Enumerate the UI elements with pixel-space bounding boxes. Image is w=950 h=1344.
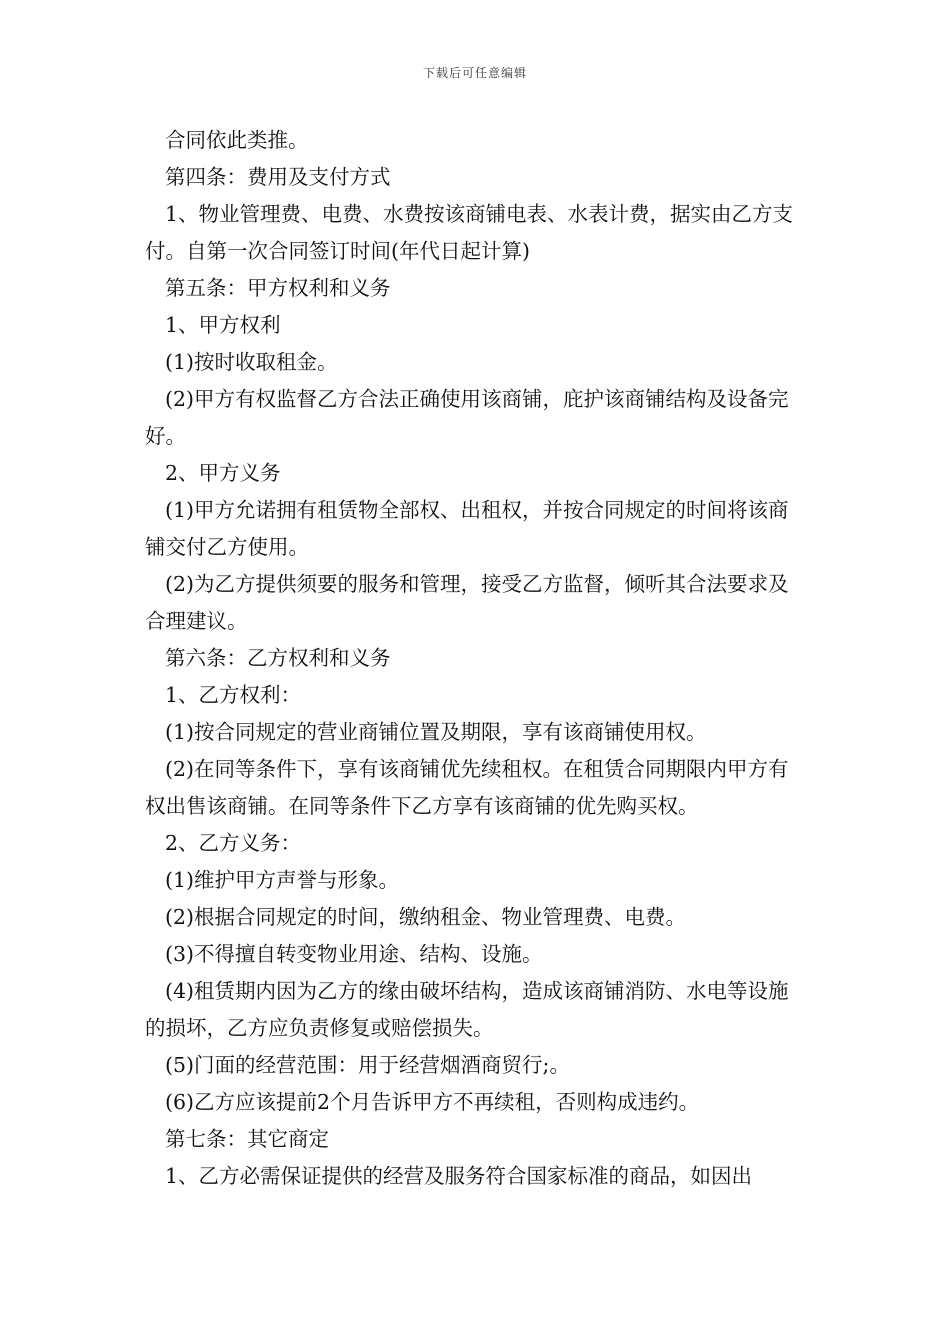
- list-item: (4)租赁期内因为乙方的缘由破坏结构，造成该商铺消防、水电等设施的损坏，乙方应负责修复或赔偿损失。: [145, 979, 789, 1040]
- list-item: (2)根据合同规定的时间，缴纳租金、物业管理费、电费。: [165, 905, 687, 929]
- list-item: (2)为乙方提供须要的服务和管理，接受乙方监督，倾听其合法要求及合理建议。: [145, 572, 789, 633]
- paragraph: 1、物业管理费、电费、水费按该商铺电表、水表计费，据实由乙方支付。自第一次合同签订时间(年代日起计算): [145, 202, 794, 263]
- list-item: (1)按合同规定的营业商铺位置及期限，享有该商铺使用权。: [165, 720, 707, 744]
- list-item: (3)不得擅自转变物业用途、结构、设施。: [165, 942, 543, 966]
- section-heading: 第六条：乙方权利和义务: [165, 646, 391, 670]
- section-heading: 第四条：费用及支付方式: [165, 165, 391, 189]
- subsection-heading: 1、甲方权利: [165, 313, 281, 337]
- subsection-heading: 1、乙方权利：: [165, 683, 302, 707]
- list-item: (2)甲方有权监督乙方合法正确使用该商铺，庇护该商铺结构及设备完好。: [145, 387, 789, 448]
- subsection-heading: 2、乙方义务：: [165, 831, 302, 855]
- subsection-heading: 2、甲方义务: [165, 461, 281, 485]
- document-body: [145, 122, 807, 1195]
- section-heading: 第七条：其它商定: [165, 1127, 329, 1151]
- paragraph: 1、乙方必需保证提供的经营及服务符合国家标准的商品，如因出: [165, 1164, 753, 1188]
- list-item: (2)在同等条件下，享有该商铺优先续租权。在租赁合同期限内甲方有权出售该商铺。在同等条件下乙方享有该商铺的优先购买权。: [145, 757, 789, 818]
- section-heading: 第五条：甲方权利和义务: [165, 276, 391, 300]
- page-header-note: 下载后可任意编辑: [422, 66, 527, 80]
- list-item: (5)门面的经营范围：用于经营烟酒商贸行;。: [165, 1053, 570, 1077]
- list-item: (1)维护甲方声誉与形象。: [165, 868, 400, 892]
- list-item: (6)乙方应该提前2个月告诉甲方不再续租，否则构成违约。: [165, 1090, 700, 1114]
- list-item: (1)按时收取租金。: [165, 350, 338, 374]
- list-item: (1)甲方允诺拥有租赁物全部权、出租权，并按合同规定的时间将该商铺交付乙方使用。: [145, 498, 789, 559]
- paragraph: 合同依此类推。: [165, 128, 309, 152]
